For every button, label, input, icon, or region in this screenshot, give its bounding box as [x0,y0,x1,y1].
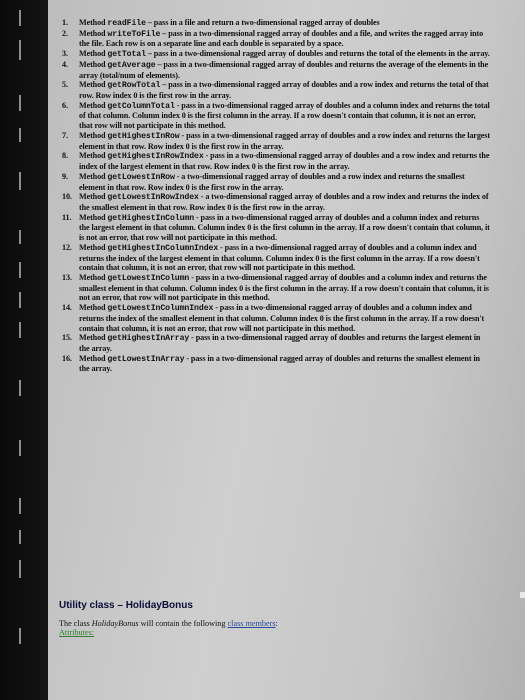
margin-tick [19,322,21,338]
method-label: Method [79,28,108,38]
method-name: getHighestInRow [107,131,180,141]
margin-tick [19,498,21,514]
method-name: getHighestInColumn [107,213,195,223]
margin-tick [19,560,21,578]
method-number: 10. [62,192,72,202]
method-description: - pass in a two-dimensional ragged array of doubles and a row index and returns the largest element in that row. Row index 0 is the first row in the array. [79,130,490,151]
method-item [62,151,490,171]
method-label: Method [79,151,108,161]
method-item [62,49,490,60]
margin-tick [19,440,21,456]
margin-tick [19,40,21,60]
method-description: - pass in a two-dimensional ragged array of doubles and a column index and returns the index of the largest element in that column. Column index 0 is the first column in the array. If a row doesn't contain that column, it is not an error, that row will not participate in this method. [79,242,480,273]
method-item [62,18,490,29]
method-item [62,131,490,151]
method-item [62,60,490,80]
method-label: Method [79,353,108,363]
method-label: Method [79,212,108,222]
method-name: getLowestInColumn [107,273,190,283]
description-middle: will contain the following [138,619,228,628]
method-description: – pass in a two-dimensional ragged array of doubles and a row index and returns the total of that row. Row index 0 is the first row in the array. [79,80,489,101]
method-item [62,29,490,49]
method-description: - pass in a two-dimensional ragged array of doubles and a column index and returns the smallest element in that column. Column index 0 is the first column in the array. If a row doesn't contain that column, it is not an error, that row will not participate in this method. [79,272,489,303]
method-description: – pass in a file and return a two-dimensional ragged array of doubles [145,18,380,27]
method-label: Method [79,272,108,282]
method-label: Method [79,171,108,181]
method-name: getTotal [107,50,146,60]
method-name: getRowTotal [107,81,161,91]
method-number: 12. [62,242,72,252]
method-item [62,172,490,192]
method-description: – pass in a two-dimensional ragged array of doubles and returns the total of the elements in the array. [145,49,490,59]
method-item [62,192,490,212]
method-number: 3. [62,49,68,59]
method-item [62,333,490,353]
method-item [62,80,490,100]
method-description: - pass in a two-dimensional ragged array of doubles and returns the largest element in the array. [79,333,481,353]
method-name: getLowestInColumnIndex [107,304,214,314]
method-item [62,213,490,243]
method-list [48,18,490,374]
method-name: getHighestInArray [107,334,190,344]
class-name: HolidayBonus [91,619,139,628]
method-number: 9. [62,171,68,181]
margin-tick [19,95,21,111]
page-edge-marker [520,592,525,598]
method-description: - pass in a two-dimensional ragged array of doubles and returns the smallest element in the array. [79,353,480,374]
method-description: - pass in a two-dimensional ragged array of doubles and a column index and returns the index of the smallest element in that column. Column index 0 is the first column in the array. If a row doesn't contain that column, it is not an error, that row will not participate in this method. [79,303,485,333]
method-name: writeToFile [107,29,161,39]
method-description: – pass in a two-dimensional ragged array of doubles and a file, and writes the ragged array into the file. Each row is on a separate line and each double is separated by a space. [79,28,484,49]
method-item [62,243,490,273]
method-item [62,273,490,303]
margin-tick [19,530,21,544]
method-name: getLowestInArray [107,354,185,364]
method-label: Method [79,192,108,202]
method-name: readFile [107,19,146,28]
margin-tick [19,380,21,396]
method-label: Method [79,130,108,140]
method-label: Method [79,303,108,313]
method-number: 15. [62,333,72,343]
method-description: - a two-dimensional ragged array of doubles and a row index and returns the index of the smallest element in that row. Row index 0 is the first row in the array. [79,192,489,212]
method-description: - a two-dimensional ragged array of doubles and a row index and returns the smallest element in that row. Row index 0 is the first row in the array. [79,171,465,192]
left-margin-rail [0,0,48,700]
method-label: Method [79,333,108,343]
method-description: – pass in a two-dimensional ragged array of doubles and returns the average of the elements in the array (total/num of elements). [79,59,489,80]
method-number: 11. [62,212,72,222]
method-label: Method [79,49,108,59]
method-description: - pass in a two-dimensional ragged array of doubles and a row index and returns the index of the largest element in that row. Row index 0 is the first row in the array. [79,151,490,172]
margin-tick [19,172,21,190]
method-number: 14. [62,303,72,313]
margin-tick [19,292,21,308]
method-label: Method [79,18,108,27]
utility-class-heading: Utility class – HolidayBonus [59,600,193,611]
method-number: 4. [62,59,68,69]
method-item [62,101,490,131]
method-item [62,303,490,333]
method-number: 8. [62,151,68,161]
method-name: getLowestInRowIndex [107,193,199,203]
method-name: getAverage [107,60,156,70]
method-description: - pass in a two-dimensional ragged array of doubles and a column index and returns the largest element in that column. Column index 0 is the first column in the array. If a row doesn't contain that column, it is not an error, that row will not participate in this method. [79,212,490,243]
method-number: 16. [62,353,72,363]
method-label: Method [79,242,108,252]
margin-tick [19,230,21,244]
method-number: 5. [62,80,68,90]
class-members-link[interactable]: class members [227,619,276,628]
description-prefix: The class [59,619,92,628]
method-number: 1. [62,18,68,27]
margin-tick [19,10,21,26]
description-suffix: : [275,619,278,628]
method-item [62,354,490,374]
method-number: 13. [62,272,72,282]
method-name: getLowestInRow [107,172,175,182]
method-description: - pass in a two-dimensional ragged array of doubles and a column index and returns the total of that column. Column index 0 is the first column in the array. If a row doesn't contain that column, it is not an error, that row will not participate in this method. [79,100,490,131]
method-name: getHighestInRowIndex [107,152,204,162]
method-number: 7. [62,130,68,140]
method-name: getColumnTotal [107,101,175,111]
method-label: Method [79,59,108,69]
attributes-link[interactable]: Attributes: [59,628,95,637]
method-name: getHighestInColumnIndex [107,243,219,253]
method-label: Method [79,80,108,90]
method-number: 6. [62,100,68,110]
margin-tick [19,628,21,644]
method-number: 2. [62,28,68,38]
margin-tick [19,128,21,142]
margin-tick [19,262,21,278]
method-label: Method [79,100,108,110]
utility-class-description [59,619,278,628]
document-page [48,0,525,700]
